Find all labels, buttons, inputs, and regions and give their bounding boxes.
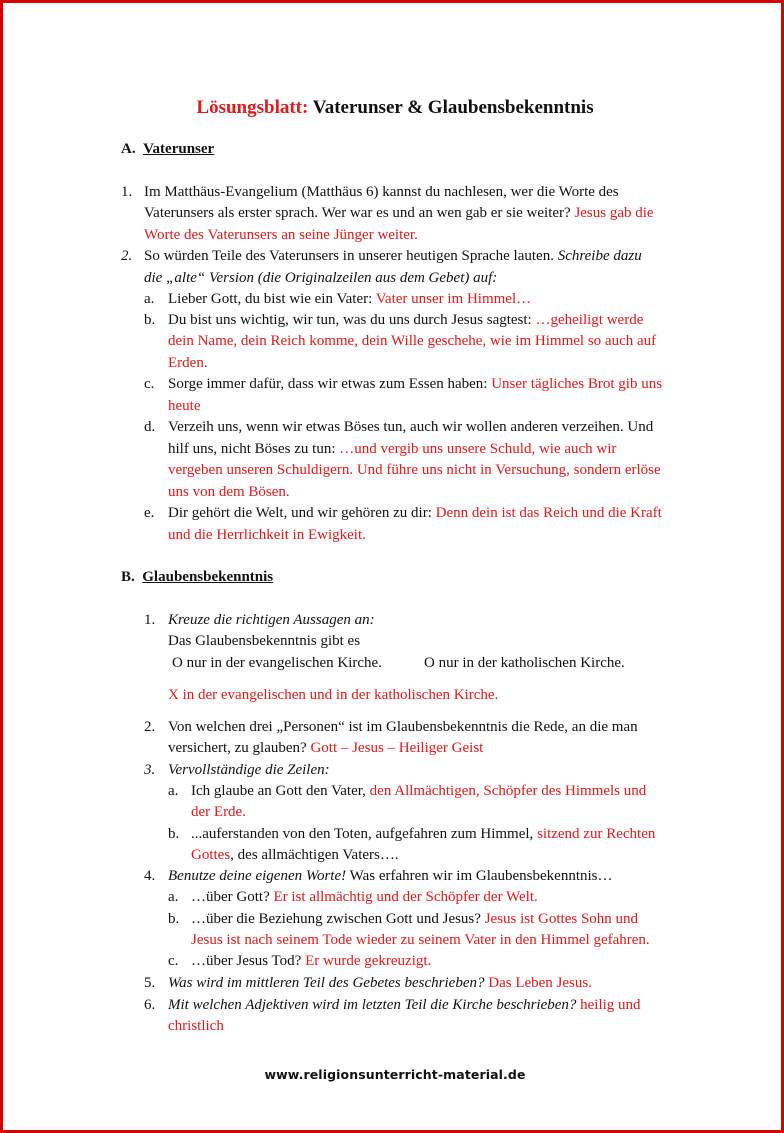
footer-website: www.religionsunterricht-material.de: [264, 1067, 526, 1082]
question-a1-line1: Im Matthäus-Evangelium (Matthäus 6) kannst du nachlesen, wer die Worte des: [144, 184, 619, 200]
item-b-line1: [168, 310, 643, 332]
item-b3b-text2: , des allmächtigen Vaters….: [230, 847, 399, 863]
item-b4c-text: …über Jesus Tod?: [191, 953, 306, 969]
section-a-letter: A.: [121, 141, 136, 157]
answer-b6-part1: heilig und: [580, 997, 641, 1013]
item-b3b-line2: [191, 845, 399, 867]
section-b-title: Glaubensbekenntnis: [142, 569, 274, 585]
question-a1-text: Vaterunsers als erster sprach. Wer war es und an wen gab er sie weiter?: [144, 205, 575, 221]
section-a-title: Vaterunser: [143, 141, 215, 157]
item-c-answer-part1: Unser tägliches Brot gib uns: [491, 376, 663, 392]
question-b2-line1: Von welchen drei „Personen“ ist im Glaubensbekenntnis die Rede, an die man: [168, 719, 638, 735]
item-c-letter: c.: [144, 376, 155, 392]
item-b4b-line1: [191, 909, 638, 931]
section-b-letter: B.: [121, 569, 135, 585]
item-b4c-line: [191, 951, 431, 973]
item-b4b-letter: b.: [168, 911, 180, 927]
answer-a1-part2: Worte des Vaterunsers an seine Jünger weiter.: [144, 227, 418, 243]
item-d-line2: [168, 439, 616, 461]
item-e-letter: e.: [144, 505, 155, 521]
item-d-answer-part1: …und vergib uns unsere Schuld, wie auch wir: [339, 441, 617, 457]
item-b4c-letter: c.: [168, 953, 179, 969]
option-catholic: O nur in der katholischen Kirche.: [424, 655, 625, 671]
item-b-answer-part2: dein Name, dein Reich komme, dein Wille geschehe, wie im Himmel so auch auf: [168, 333, 657, 349]
item-d-answer-part2: vergeben unseren Schuldigern. Und führe uns nicht in Versuchung, sondern erlöse: [168, 462, 661, 478]
item-d-text: hilf uns, nicht Böses zu tun:: [168, 441, 340, 457]
item-c-answer-part2: heute: [168, 398, 201, 414]
title-main: Vaterunser & Glaubensbekenntnis: [312, 97, 594, 118]
title-prefix: Lösungsblatt:: [196, 97, 309, 118]
page-title: [3, 97, 784, 119]
question-a2-text: So würden Teile des Vaterunsers in unserer heutigen Sprache lauten.: [144, 248, 558, 264]
item-b4b-text: …über die Beziehung zwischen Gott und Jesus?: [191, 911, 485, 927]
option-evangelical: O nur in der evangelischen Kirche.: [172, 655, 382, 671]
item-e-answer-part2: und die Herrlichkeit in Ewigkeit.: [168, 527, 366, 543]
item-b4b-answer-part1: Jesus ist Gottes Sohn und: [484, 911, 639, 927]
question-a1-number: 1.: [121, 184, 133, 200]
question-b4-instruction: Benutze deine eigenen Worte!: [168, 868, 347, 884]
item-b3a-answer-part2: der Erde.: [191, 804, 246, 820]
question-a2-instruction: Schreibe dazu: [557, 248, 642, 264]
question-b4-number: 4.: [144, 868, 156, 884]
item-b-answer-part3: Erden.: [168, 355, 208, 371]
item-b3b-letter: b.: [168, 826, 180, 842]
item-b3a-line1: [191, 781, 646, 803]
question-b3-number: 3.: [144, 762, 156, 778]
section-a-heading: [121, 141, 214, 158]
answer-b1-selected-option: X in der evangelischen und in der katholischen Kirche.: [168, 687, 499, 703]
question-a2-line1: [144, 246, 642, 268]
question-b1-instruction: Kreuze die richtigen Aussagen an:: [168, 612, 375, 628]
item-b-letter: b.: [144, 312, 156, 328]
question-a2-line2: die „alte“ Version (die Originalzeilen aus dem Gebet) auf:: [144, 270, 498, 286]
item-b4a-text: …über Gott?: [191, 889, 274, 905]
question-b1-number: 1.: [144, 612, 156, 628]
question-b4-text: Was erfahren wir im Glaubensbekenntnis…: [346, 868, 613, 884]
item-b3b-text: ...auferstanden von den Toten, aufgefahren zum Himmel,: [191, 826, 538, 842]
item-b3a-letter: a.: [168, 783, 179, 799]
item-b4a-answer: Er ist allmächtig und der Schöpfer der Welt.: [273, 889, 538, 905]
question-a1-line2: [144, 203, 654, 225]
item-d-line1: Verzeih uns, wenn wir etwas Böses tun, auch wir wollen anderen verzeihen. Und: [168, 419, 654, 435]
question-a2-number: 2.: [121, 248, 133, 264]
item-b4a-line: [191, 887, 538, 909]
question-b5-line: [168, 973, 592, 995]
item-c-text: Sorge immer dafür, dass wir etwas zum Essen haben:: [168, 376, 492, 392]
question-b2-line2: [168, 738, 483, 760]
question-b6-number: 6.: [144, 997, 156, 1013]
section-b-heading: [121, 569, 273, 586]
question-b2-text: versichert, zu glauben?: [168, 740, 311, 756]
item-e-line1: [168, 503, 662, 525]
item-e-text: Dir gehört die Welt, und wir gehören zu dir:: [168, 505, 436, 521]
item-a-answer: Vater unser im Himmel…: [375, 291, 532, 307]
question-b2-number: 2.: [144, 719, 156, 735]
item-b4a-letter: a.: [168, 889, 179, 905]
question-b6-text: Mit welchen Adjektiven wird im letzten Teil die Kirche beschrieben?: [168, 997, 581, 1013]
item-b3a-text: Ich glaube an Gott den Vater,: [191, 783, 370, 799]
item-a-line: [168, 289, 531, 311]
item-c-line1: [168, 374, 662, 396]
item-a-text: Lieber Gott, du bist wie ein Vater:: [168, 291, 376, 307]
answer-b2: Gott – Jesus – Heiliger Geist: [310, 740, 484, 756]
item-b-text: Du bist uns wichtig, wir tun, was du uns durch Jesus sagtest:: [168, 312, 536, 328]
item-a-letter: a.: [144, 291, 155, 307]
question-b6-line1: [168, 995, 641, 1017]
question-b1-text: Das Glaubensbekenntnis gibt es: [168, 633, 361, 649]
item-b3b-answer-part2: Gottes: [191, 847, 231, 863]
item-e-answer-part1: Denn dein ist das Reich und die Kraft: [435, 505, 662, 521]
answer-b5: Das Leben Jesus.: [488, 975, 592, 991]
answer-b6-part2: christlich: [168, 1018, 224, 1034]
item-d-answer-part3: uns von dem Bösen.: [168, 484, 290, 500]
item-b-answer-part1: …geheiligt werde: [535, 312, 644, 328]
question-b3-instruction: Vervollständige die Zeilen:: [168, 762, 330, 778]
item-d-letter: d.: [144, 419, 156, 435]
item-b4c-answer: Er wurde gekreuzigt.: [305, 953, 432, 969]
item-b3b-answer-part1: sitzend zur Rechten: [537, 826, 656, 842]
question-b5-text: Was wird im mittleren Teil des Gebetes beschrieben?: [168, 975, 489, 991]
question-b4-line: [168, 866, 613, 888]
item-b3a-answer-part1: den Allmächtigen, Schöpfer des Himmels und: [369, 783, 647, 799]
item-b4b-answer-part2: Jesus ist nach seinem Tode wieder zu seinem Vater in den Himmel gefahren.: [191, 932, 650, 948]
item-b3b-line1: [191, 824, 655, 846]
answer-a1-part1: Jesus gab die: [574, 205, 654, 221]
question-b5-number: 5.: [144, 975, 156, 991]
